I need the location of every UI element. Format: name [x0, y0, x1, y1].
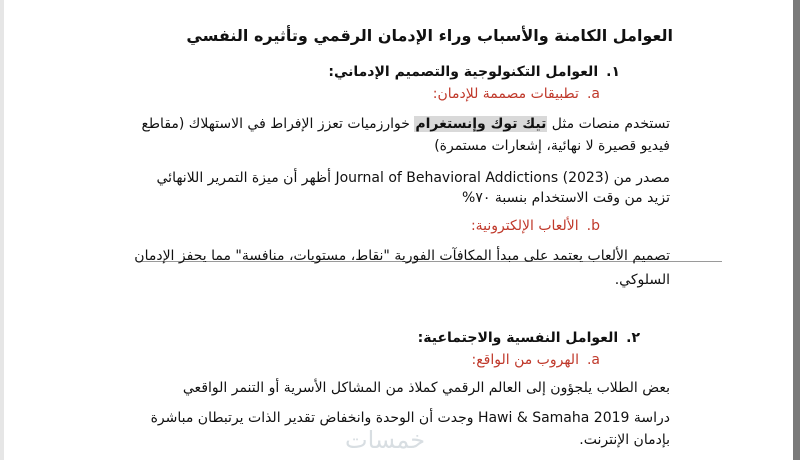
- section-1-heading-text: العوامل التكنولوجية والتصميم الإدماني:: [328, 64, 599, 80]
- section-2-sub-a-text: الهروب من الواقع:: [471, 352, 579, 368]
- highlighted-apps: تيك توك وإنستغرام: [415, 116, 547, 132]
- section-2-heading-text: العوامل النفسية والاجتماعية:: [417, 330, 619, 346]
- document-title: العوامل الكامنة والأسباب وراء الإدمان الرقمي وتأثيره النفسي: [186, 26, 673, 45]
- paragraph-study-line-2: بإدمان الإنترنت.: [579, 432, 670, 448]
- section-2-sub-a-letter: a.: [586, 352, 600, 368]
- scrollbar-track[interactable]: [793, 0, 800, 460]
- watermark-logo: خمسات: [345, 426, 426, 454]
- section-2-number: ٢.: [626, 330, 640, 346]
- paragraph-apps-line-2: فيديو قصيرة لا نهائية، إشعارات مستمرة): [434, 138, 670, 154]
- paragraph-study-line-1: دراسة Hawi & Samaha 2019 وجدت أن الوحدة وانخفاض تقدير الذات يرتبطان مباشرة: [150, 410, 670, 426]
- source-line-1: مصدر من (2023) Journal of Behavioral Addictions أظهر أن ميزة التمرير اللانهائي: [156, 170, 670, 186]
- section-1-number: ١.: [606, 64, 620, 80]
- section-1-sub-b-text: الألعاب الإلكترونية:: [470, 218, 579, 234]
- paragraph-escape: بعض الطلاب يلجؤون إلى العالم الرقمي كملاذ من المشاكل الأسرية أو التنمر الواقعي: [182, 380, 670, 396]
- paragraph-apps-line-1: [141, 116, 670, 132]
- section-2-sub-a: [471, 352, 600, 368]
- paragraph-games-line-1: تصميم الألعاب يعتمد على مبدأ المكافآت الفورية "نقاط، مستويات، منافسة" مما يحفز الإدمان: [134, 248, 670, 264]
- page-left-edge: [0, 0, 4, 460]
- paragraph-apps-post: خوارزميات تعزز الإفراط في الاستهلاك (مقاطع: [141, 116, 415, 132]
- section-1-sub-a-letter: a.: [586, 86, 600, 102]
- paragraph-games-line-2: السلوكي.: [614, 272, 670, 288]
- section-1-sub-b-letter: b.: [586, 218, 600, 234]
- section-2-heading: [418, 330, 640, 346]
- source-line-2: تزيد من وقت الاستخدام بنسبة ٧٠%: [462, 190, 670, 206]
- section-1-heading: [328, 64, 620, 80]
- section-1-sub-a-text: تطبيقات مصممة للإدمان:: [432, 86, 579, 102]
- paragraph-apps-pre: تستخدم منصات مثل: [547, 116, 670, 132]
- section-1-sub-b: [471, 218, 600, 234]
- section-1-sub-a: [433, 86, 600, 102]
